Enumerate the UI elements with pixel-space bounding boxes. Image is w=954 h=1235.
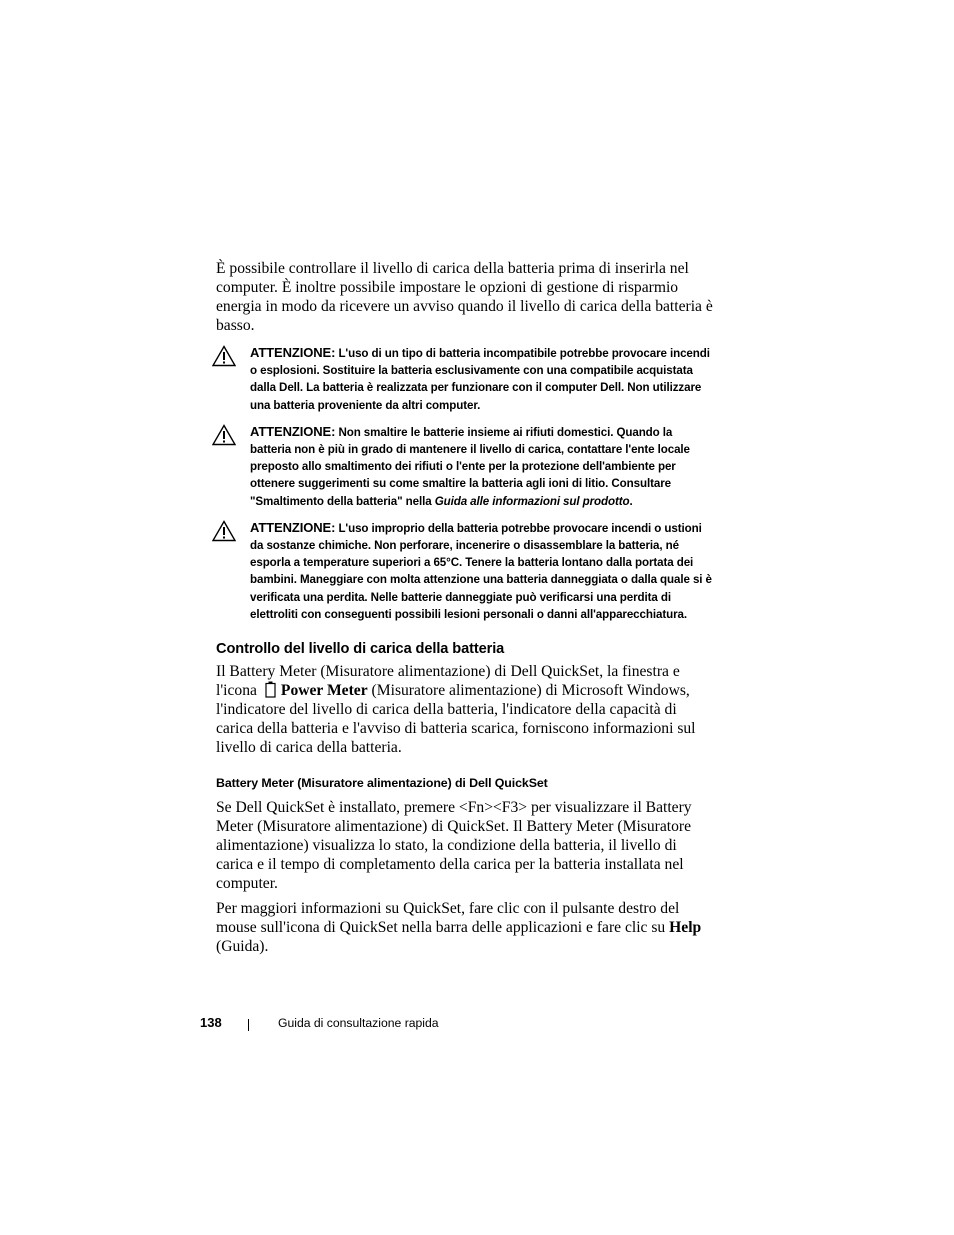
footer-divider [248, 1019, 249, 1031]
warning-text: L'uso di un tipo di batteria incompatibile potrebbe provocare incendi o esplosioni. Sostituire la batteria esclusivamente con una compatibile acquistata dalla Dell. La batteria è realizzata per funzionare con il computer Dell. Non utilizzare una batteria proveniente da altri computer. [250, 347, 710, 412]
warning-text: Non smaltire le batterie insieme ai rifiuti domestici. Quando la batteria non è più in grado di mantenere il livello di carica, contattare l'ente locale preposto allo smaltimento dei rifiuti o l'ente per la protezione dell'ambiente per ottenere suggerimenti su come smaltire la batteria agli ioni di litio. Consultare "Smaltimento della batteria" nella [250, 425, 690, 508]
section-heading: Controllo del livello di carica della batteria [216, 641, 505, 658]
power-meter-label: Power Meter [280, 682, 368, 700]
help-menu-label: Help [669, 919, 702, 937]
help-paragraph-end: (Guida). [216, 938, 269, 956]
product-info-guide-title: Guida alle informazioni sul prodotto [434, 494, 630, 508]
warning-triangle-icon [212, 345, 236, 367]
help-paragraph [216, 899, 716, 956]
page-content [216, 259, 716, 956]
warning-label: ATTENZIONE: [250, 345, 336, 360]
document-title: Guida di consultazione rapida [278, 1016, 439, 1030]
intro-paragraph: È possibile controllare il livello di carica della batteria prima di inserirla nel computer. È inoltre possibile impostare le opzioni di gestione di risparmio energia in modo da ricevere un avviso quando il livello di carica della batteria è basso. [216, 260, 713, 334]
warning-label: ATTENZIONE: [250, 519, 336, 535]
warning-block [216, 519, 716, 623]
quickset-paragraph: Se Dell QuickSet è installato, premere <Fn><F3> per visualizzare il Battery Meter (Misuratore alimentazione) di QuickSet. Il Battery Meter (Misuratore alimentazione) visualizza lo stato, la condizione della batteria, il livello di carica e il tempo di completamento della carica per la batteria installata nel computer. [216, 799, 692, 893]
warning-text-end: . [629, 494, 633, 508]
warning-block [216, 423, 716, 510]
page-number: 138 [200, 1015, 222, 1030]
warning-triangle-icon [212, 520, 236, 542]
warning-text: L'uso improprio della batteria potrebbe provocare incendi o ustioni da sostanze chimiche. Non perforare, incenerire o disassemblare la batteria, né esporla a temperature superiori a 65°C. Tenere la batteria lontano dalla portata dei bambini. Maneggiare con molta attenzione una batteria danneggiata o dalla quale si è verificata una perdita. Nelle batterie danneggiate può verificarsi una perdita di elettroliti con conseguenti possibili lesioni personali o danni all'apparecchiatura. [250, 521, 712, 621]
help-paragraph-text: Per maggiori informazioni su QuickSet, fare clic con il pulsante destro del mouse sull'icona di QuickSet nella barra delle applicazioni e fare clic su [216, 900, 680, 937]
battery-icon [265, 681, 276, 698]
section-paragraph-intro: Il Battery Meter (Misuratore alimentazione) di Dell QuickSet, la finestra e l'icona [216, 663, 680, 700]
warning-label: ATTENZIONE: [250, 423, 336, 439]
warning-block [216, 344, 716, 414]
page-footer [200, 1015, 600, 1035]
section-paragraph-rest: (Misuratore alimentazione) di Microsoft Windows, l'indicatore del livello di carica della batteria, l'indicatore della capacità di carica della batteria e l'avviso di batteria scarica, forniscono informazioni sul livello di carica della batteria. [216, 682, 696, 757]
subsection-heading: Battery Meter (Misuratore alimentazione) di Dell QuickSet [216, 776, 548, 791]
warning-triangle-icon [212, 424, 236, 446]
section-paragraph [216, 662, 716, 757]
